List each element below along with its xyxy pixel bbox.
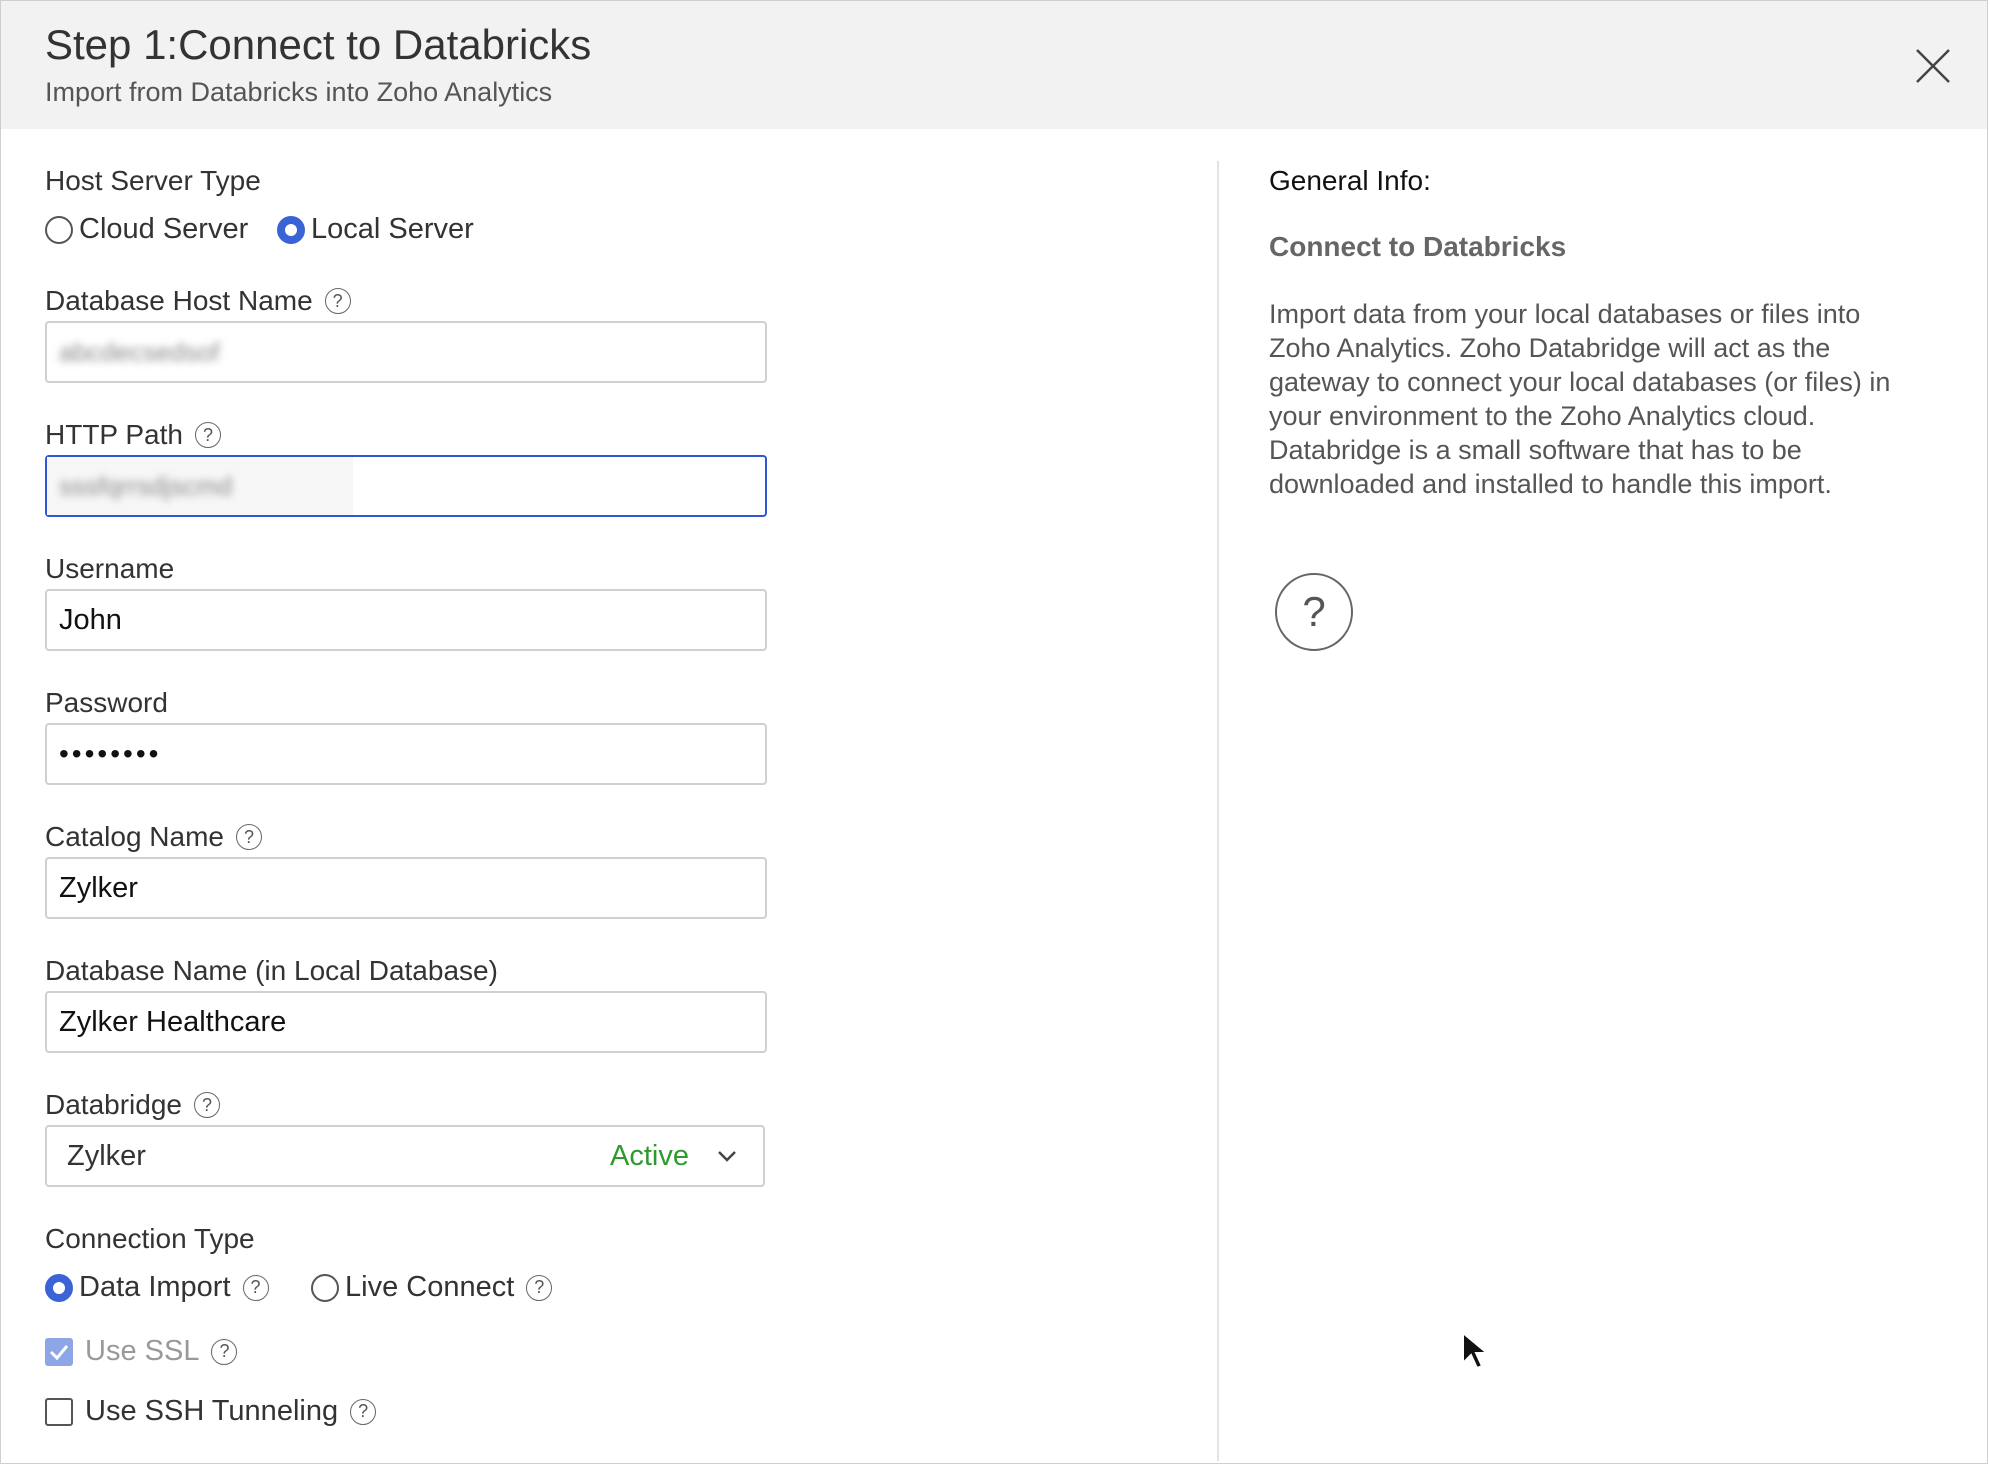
radio-button-selected[interactable] — [45, 1274, 73, 1302]
catalog-name-input[interactable] — [45, 857, 767, 919]
dialog-title: Step 1:Connect to Databricks — [45, 21, 592, 68]
username-label — [45, 553, 174, 585]
connection-type-label — [45, 1223, 255, 1255]
use-ssh-option[interactable] — [45, 1395, 376, 1428]
question-circle-icon[interactable]: ? — [211, 1339, 237, 1365]
databridge-label — [45, 1089, 220, 1121]
chevron-down-icon — [717, 1149, 737, 1163]
close-icon — [1913, 46, 1953, 86]
databridge-label-text: Databridge — [45, 1089, 182, 1120]
db-host-name-input[interactable] — [45, 321, 767, 383]
http-path-label-text: HTTP Path — [45, 419, 183, 450]
question-circle-icon[interactable]: ? — [350, 1399, 376, 1425]
db-host-name-label — [45, 285, 351, 317]
database-name-label — [45, 955, 498, 987]
use-ssl-label: Use SSL — [85, 1335, 200, 1367]
radio-label: Live Connect — [345, 1271, 515, 1303]
db-host-name-label-text: Database Host Name — [45, 285, 313, 316]
question-circle-icon[interactable]: ? — [243, 1275, 269, 1301]
question-circle-icon[interactable]: ? — [195, 422, 221, 448]
database-name-label-text: Database Name (in Local Database) — [45, 955, 498, 986]
question-circle-icon[interactable]: ? — [1275, 573, 1353, 651]
panel-divider — [1217, 161, 1219, 1461]
dialog-subtitle: Import from Databricks into Zoho Analytics — [45, 77, 553, 107]
mouse-pointer-icon — [1461, 1331, 1491, 1371]
http-path-label — [45, 419, 221, 451]
info-description: Import data from your local databases or files into Zoho Analytics. Zoho Databridge will act as the gateway to connect your local databases (or files) in your environment to the Zoho Analytics cloud. Databridge is a small software that has to be downloaded and installed to handle this import. — [1269, 299, 1891, 499]
password-label-text: Password — [45, 687, 168, 718]
radio-button[interactable] — [45, 216, 73, 244]
database-name-value: Zylker Healthcare — [59, 1005, 287, 1038]
username-value: John — [59, 603, 122, 636]
databridge-status: Active — [610, 1139, 689, 1172]
use-ssl-checkbox[interactable] — [45, 1338, 73, 1366]
radio-button[interactable] — [311, 1274, 339, 1302]
question-circle-icon[interactable]: ? — [236, 824, 262, 850]
info-subheading: Connect to Databricks — [1269, 231, 1567, 262]
radio-cloud-server[interactable] — [45, 213, 248, 246]
use-ssh-checkbox[interactable] — [45, 1398, 73, 1426]
password-label — [45, 687, 168, 719]
radio-label: Cloud Server — [79, 213, 249, 245]
use-ssl-option[interactable] — [45, 1335, 237, 1368]
question-circle-icon[interactable]: ? — [325, 288, 351, 314]
databridge-value: Zylker — [67, 1139, 146, 1172]
username-input[interactable] — [45, 589, 767, 651]
http-path-input[interactable] — [45, 455, 767, 517]
use-ssh-label: Use SSH Tunneling — [85, 1395, 339, 1427]
host-server-type-label — [45, 165, 261, 197]
question-circle-icon[interactable]: ? — [526, 1275, 552, 1301]
checkmark-icon — [49, 1344, 69, 1360]
radio-label: Data Import — [79, 1271, 231, 1303]
dialog-header — [1, 1, 1987, 129]
radio-local-server[interactable] — [277, 213, 474, 246]
database-name-input[interactable] — [45, 991, 767, 1053]
host-server-type-label-text: Host Server Type — [45, 165, 261, 196]
password-value: •••••••• — [59, 738, 162, 769]
radio-data-import[interactable] — [45, 1271, 269, 1304]
catalog-name-label — [45, 821, 262, 853]
http-path-value: sssfqrrsdjscmd — [59, 470, 233, 501]
connection-type-label-text: Connection Type — [45, 1223, 255, 1254]
info-heading: General Info: — [1269, 165, 1431, 196]
http-path-value-wrap — [47, 457, 353, 515]
db-host-name-value: abcdecsedsof — [59, 336, 220, 367]
question-circle-icon[interactable]: ? — [194, 1092, 220, 1118]
databridge-select[interactable] — [45, 1125, 765, 1187]
catalog-name-label-text: Catalog Name — [45, 821, 224, 852]
close-button[interactable] — [1913, 46, 1953, 86]
radio-button-selected[interactable] — [277, 216, 305, 244]
radio-label: Local Server — [311, 213, 474, 245]
password-input[interactable] — [45, 723, 767, 785]
radio-live-connect[interactable] — [311, 1271, 552, 1304]
catalog-name-value: Zylker — [59, 871, 138, 904]
username-label-text: Username — [45, 553, 175, 584]
